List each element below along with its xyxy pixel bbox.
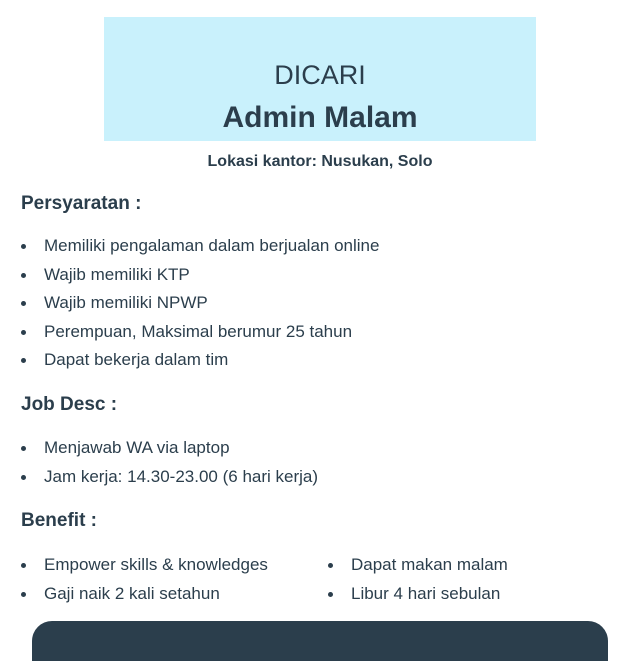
requirements-list [21, 234, 379, 377]
list-item: Empower skills & knowledges [21, 553, 268, 582]
list-item: Memiliki pengalaman dalam berjualan online [21, 234, 379, 263]
benefit-heading: Benefit : [21, 510, 97, 531]
list-item: Menjawab WA via laptop [21, 436, 318, 465]
list-item: Dapat bekerja dalam tim [21, 348, 379, 377]
job-desc-list [21, 436, 318, 493]
list-item: Gaji naik 2 kali setahun [21, 582, 268, 611]
footer-bar [32, 621, 608, 661]
benefit-list-left [21, 553, 268, 610]
list-item: Wajib memiliki KTP [21, 263, 379, 292]
requirements-heading: Persyaratan : [21, 193, 142, 214]
job-title: Admin Malam [222, 101, 418, 134]
benefit-list-right [328, 553, 508, 610]
list-item: Dapat makan malam [328, 553, 508, 582]
list-item: Jam kerja: 14.30-23.00 (6 hari kerja) [21, 465, 318, 494]
office-location: Lokasi kantor: Nusukan, Solo [207, 153, 433, 170]
job-desc-heading: Job Desc : [21, 394, 118, 415]
header-banner [104, 17, 536, 141]
list-item: Wajib memiliki NPWP [21, 291, 379, 320]
header-kicker: DICARI [274, 60, 366, 90]
list-item: Libur 4 hari sebulan [328, 582, 508, 611]
list-item: Perempuan, Maksimal berumur 25 tahun [21, 320, 379, 349]
